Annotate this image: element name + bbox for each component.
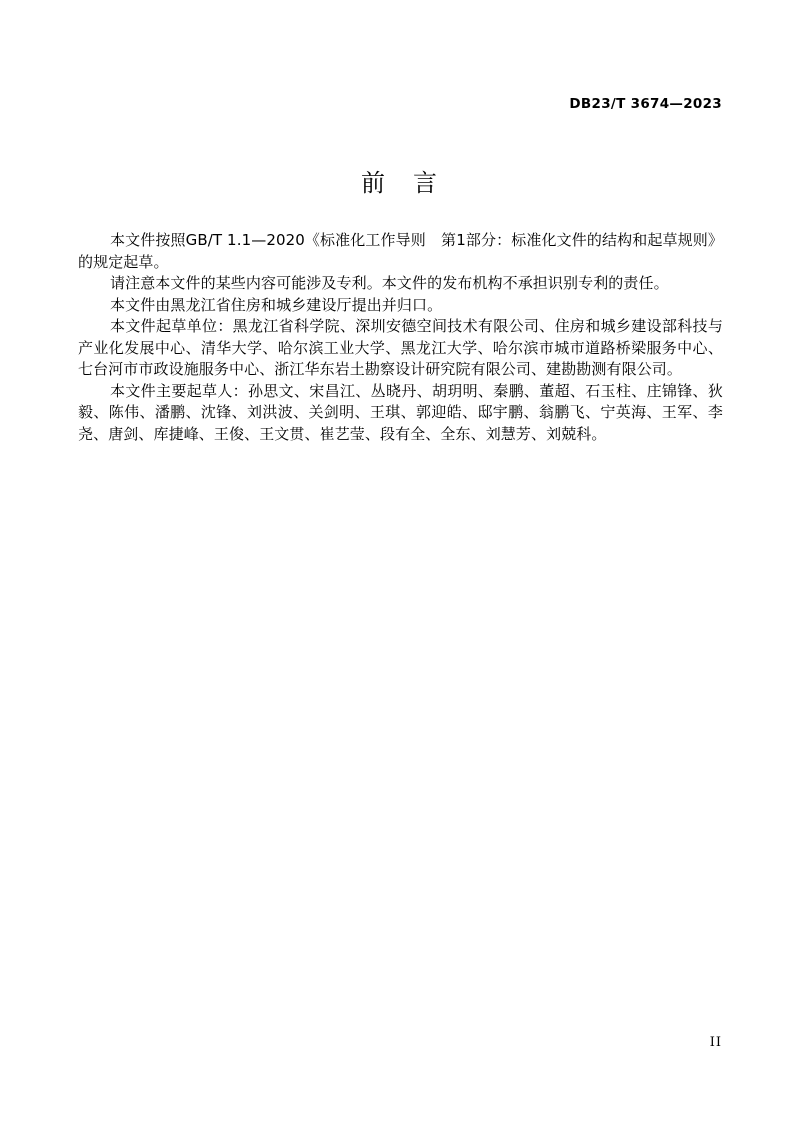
paragraph-drafters: 本文件主要起草人：孙思文、宋昌江、丛晓丹、胡玥明、秦鹏、董超、石玉柱、庄锦锋、狄毅、陈伟、潘鹏、沈锋、刘洪波、关剑明、王琪、郭迎皓、邸宇鹏、翁鹏飞、宁英海、王军、李尧、唐剑、库捷峰、王俊、王文贯、崔艺莹、段有全、全东、刘慧芳、刘兢科。 xyxy=(78,381,723,443)
page-title-left: 前 xyxy=(361,169,387,197)
paragraph-drafting-units: 本文件起草单位：黑龙江省科学院、深圳安德空间技术有限公司、住房和城乡建设部科技与产业化发展中心、清华大学、哈尔滨工业大学、黑龙江大学、哈尔滨市城市道路桥梁服务中心、七台河市市政设施服务中心、浙江华东岩土勘察设计研究院有限公司、建勘勘测有限公司。 xyxy=(78,317,723,378)
standard-code-label: DB23/T 3674—2023 xyxy=(569,96,722,112)
foreword-body xyxy=(78,230,723,445)
page-title-right: 言 xyxy=(413,169,439,197)
paragraph-drafting-rule: 本文件按照GB/T 1.1—2020《标准化工作导则 第1部分：标准化文件的结构和起草规则》的规定起草。 xyxy=(78,231,723,271)
page-number: II xyxy=(709,1035,722,1050)
paragraph-patent-notice: 请注意本文件的某些内容可能涉及专利。本文件的发布机构不承担识别专利的责任。 xyxy=(110,274,669,292)
paragraph-proposing-body: 本文件由黑龙江省住房和城乡建设厅提出并归口。 xyxy=(110,295,443,314)
running-header xyxy=(78,96,722,116)
page-title xyxy=(0,163,800,198)
